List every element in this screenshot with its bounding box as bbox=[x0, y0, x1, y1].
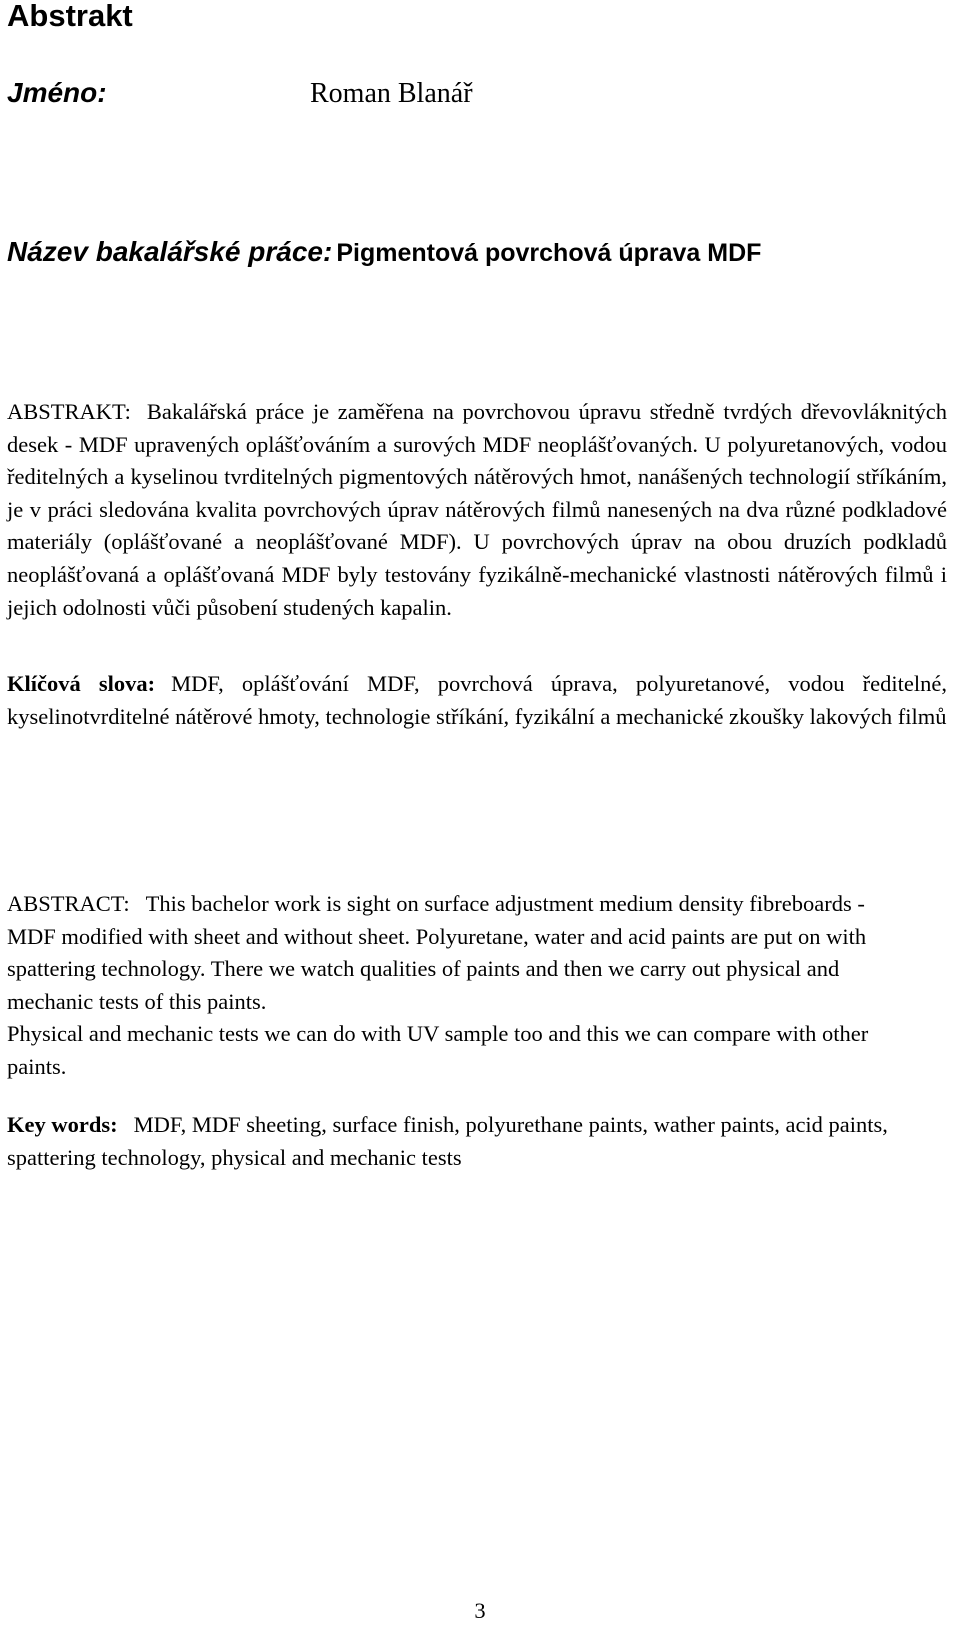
page-title: Abstrakt bbox=[7, 0, 133, 33]
abstract-english bbox=[7, 888, 907, 1018]
keywords-english-label: Key words: bbox=[7, 1112, 118, 1137]
thesis-title: Pigmentová povrchová úprava MDF bbox=[336, 239, 762, 267]
keywords-english bbox=[7, 1109, 947, 1174]
thesis-title-row bbox=[7, 232, 947, 277]
keywords-english-text: MDF, MDF sheeting, surface finish, polyurethane paints, wather paints, acid paints, spattering technology, physical and mechanic tests bbox=[7, 1112, 888, 1170]
abstract-czech-text: Bakalářská práce je zaměřena na povrchovou úpravu středně tvrdých dřevovláknitých desek - MDF upravených oplášťováním a surových MDF neoplášťovaných. U polyuretanových, vodou ředitelných a kyselinou tvrditelných pigmentových nátěrových hmot, nanášených technologií stříkáním, je v práci sledována kvalita povrchových úprav nátěrových filmů nanesených na dva různé podkladové materiály (oplášťované a neoplášťované MDF). U povrchových úprav na obou druzích podkladů neoplášťovaná a oplášťovaná MDF byly testovány fyzikálně-mechanické vlastnosti nátěrových filmů i jejich odolnosti vůči působení studených kapalin. bbox=[7, 399, 947, 620]
abstract-english-text: This bachelor work is sight on surface adjustment medium density fibreboards - MDF modified with sheet and without sheet. Polyuretane, water and acid paints are put on with spattering technology. There we watch qualities of paints and then we carry out physical and mechanic tests of this paints. bbox=[7, 891, 867, 1014]
author-row bbox=[7, 73, 947, 114]
page-number: 3 bbox=[474, 1598, 486, 1623]
keywords-czech bbox=[7, 668, 947, 733]
keywords-czech-text: MDF, oplášťování MDF, povrchová úprava, polyuretanové, vodou ředitelné, kyselinotvrditelné nátěrové hmoty, technologie stříkání, fyzikální a mechanické zkoušky lakových filmů bbox=[7, 671, 947, 729]
keywords-czech-label: Klíčová slova: bbox=[7, 671, 156, 696]
abstract-czech bbox=[7, 396, 947, 624]
thesis-title-label: Název bakalářské práce: bbox=[7, 236, 333, 267]
abstract-english-continued: Physical and mechanic tests we can do with UV sample too and this we can compare with other paints. bbox=[7, 1021, 869, 1079]
author-label: Jméno: bbox=[7, 77, 107, 108]
abstract-english-label: ABSTRACT: bbox=[7, 891, 130, 916]
abstract-czech-label: ABSTRAKT: bbox=[7, 399, 131, 424]
author-name: Roman Blanář bbox=[310, 78, 473, 109]
